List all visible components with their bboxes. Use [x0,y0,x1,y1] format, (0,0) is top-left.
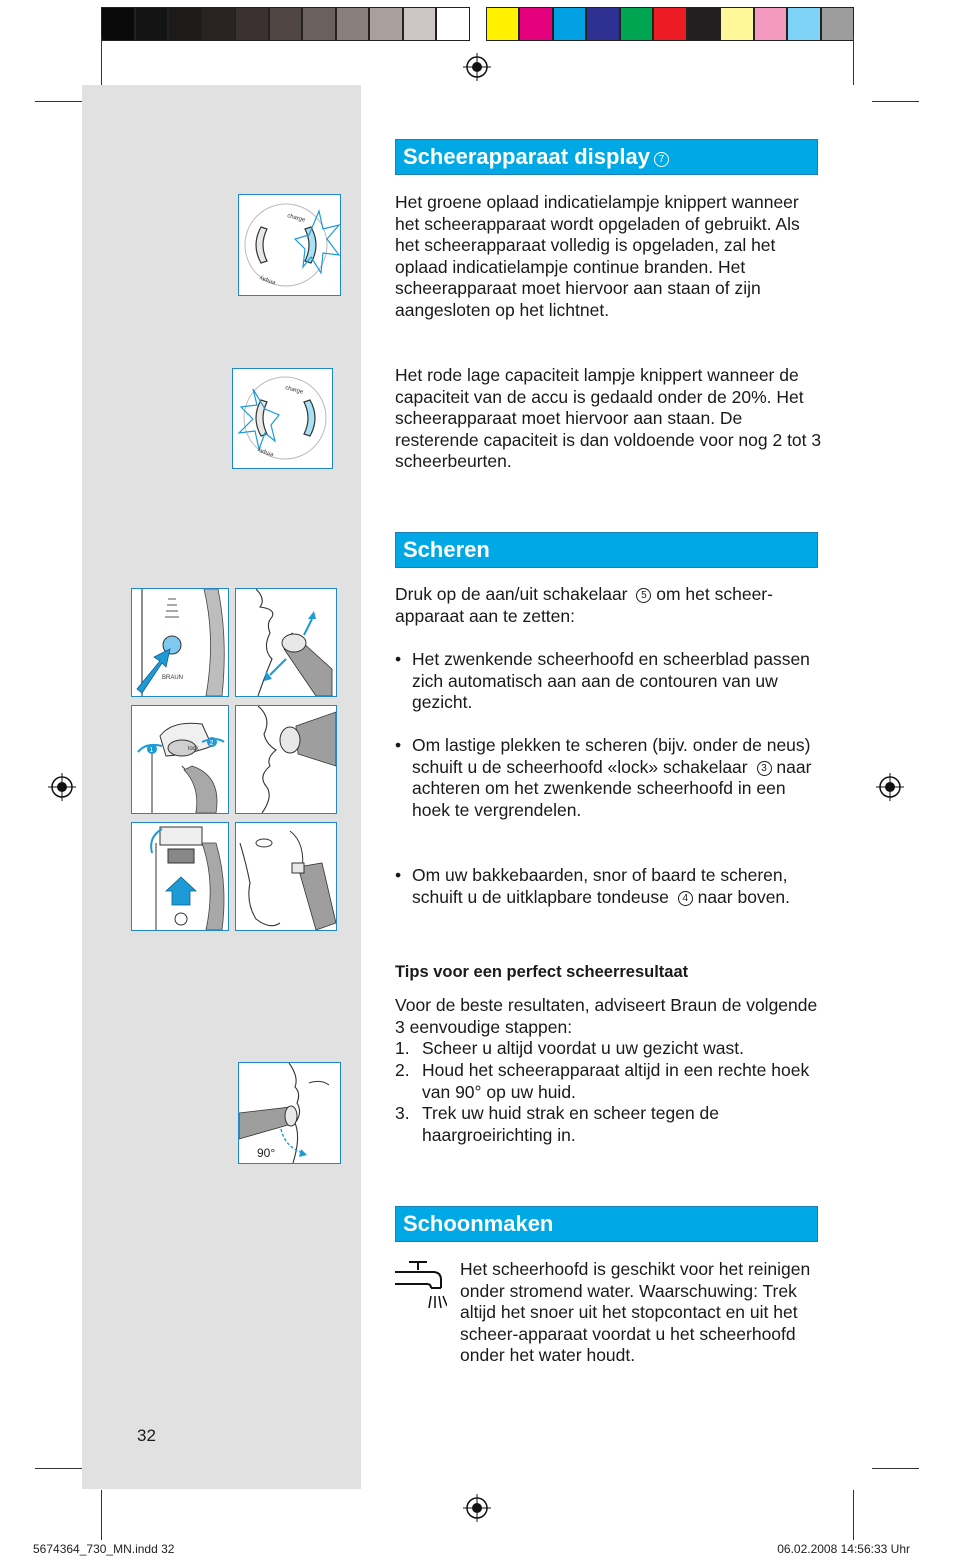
charge-display-illustration [238,194,341,296]
charge-label: charge [284,385,304,396]
gray-swatch [202,7,236,41]
display-paragraph-2: Het rode lage capaciteit lampje knippert wanneer de capaciteit van de accu is gedaald onder de 20%. Het scheerapparaat moet hiervoor aan staan. De resterende capaciteit is dan voldoende voor nog 2 tot 3 scheerbeurten. [395,365,822,472]
reference-number: 5 [636,588,651,603]
registration-mark-icon [463,53,491,81]
color-swatch [553,7,587,41]
shaving-section-title: Scheren [395,532,818,568]
gray-swatch [436,7,470,41]
reference-number: 3 [757,761,772,776]
registration-mark-icon [463,1494,491,1522]
step-1-label: 1 [149,747,154,754]
tip-step: 1. Scheer u altijd voordat u uw gezicht wast. [395,1038,744,1058]
power-button-illustration [131,588,229,697]
trimmer-illustration [131,822,229,931]
shaving-bullet-3: • Om uw bakkebaarden, snor of baard te scheren, schuift u de uitklapbare tondeuse 4 naar boven. [395,865,825,908]
footer-file-info: 5674364_730_MN.indd 32 [33,1542,175,1556]
display-paragraph-1: Het groene oplaad indicatielampje knippert wanneer het scheerapparaat wordt opgeladen of gebruikt. Als het scheerapparaat volledig is opgeladen, zal het oplaad indicatielampje continue branden. Het scheerapparaat moet hiervoor aan staan of zijn aangesloten op het lichtnet. [395,192,800,320]
color-swatch [653,7,687,41]
cleaning-section-title: Schoonmaken [395,1206,818,1242]
gray-swatch [168,7,202,41]
brand-logo: BRAUN [162,675,184,681]
footer-timestamp: 06.02.2008 14:56:33 Uhr [777,1542,910,1556]
color-swatch [687,7,721,41]
registration-mark-icon [48,773,76,801]
color-swatch [486,7,520,41]
charge-label: charge [286,213,306,224]
color-swatch [821,7,855,41]
registration-mark-icon [876,773,904,801]
color-swatch [586,7,620,41]
gray-swatch [135,7,169,41]
water-tap-icon [393,1258,447,1314]
display-section-title: Scheerapparaat display 7 [395,139,818,175]
color-swatch [754,7,788,41]
color-swatch [620,7,654,41]
reference-number: 7 [654,152,669,167]
cleaning-paragraph: Het scheerhoofd is geschikt voor het reinigen onder stromend water. Waarschuwing: Trek altijd het snoer uit het stopcontact en uit het scheer-apparaat voordat u het scheerhoofd onder het water houdt. [460,1259,811,1366]
angle-label: 90° [257,1146,276,1160]
gray-swatch [369,7,403,41]
shaving-under-nose-illustration [235,705,337,814]
sideburn-trimming-illustration [235,822,337,931]
color-swatch [787,7,821,41]
shaving-bullet-2: • Om lastige plekken te scheren (bijv. onder de neus) schuift u de scheerhoofd «lock» schakelaar 3 naar achteren om het zwenkende scheerhoofd in een hoek te vergrendelen. [395,735,825,821]
print-color-bar [101,7,854,41]
tips-heading: Tips voor een perfect scheerresultaat [395,963,689,981]
shaving-chin-illustration [235,588,337,697]
color-swatch [519,7,553,41]
tips-intro: Voor de beste resultaten, adviseert Braun de volgende 3 eenvoudige stappen: [395,995,818,1037]
step-2-label: 2 [209,740,214,747]
gray-swatch [101,7,135,41]
tip-step: 3. Trek uw huid strak en scheer tegen de haargroeirichting in. [395,1103,720,1145]
empty-label: empty [257,446,275,458]
gray-swatch [403,7,437,41]
gray-swatches [101,7,470,41]
low-capacity-display-illustration [232,368,333,469]
page-number: 32 [137,1426,156,1445]
gray-swatch [336,7,370,41]
gray-swatch [235,7,269,41]
ninety-degree-angle-illustration [238,1062,341,1164]
color-swatch [720,7,754,41]
empty-label: empty [259,274,277,286]
tip-step: 2. Houd het scheerapparaat altijd in een rechte hoek van 90° op uw huid. [395,1060,810,1102]
shaving-bullet-1: • Het zwenkende scheerhoofd en scheerblad passen zich automatisch aan aan de contouren van uw gezicht. [395,649,825,714]
reference-number: 4 [678,891,693,906]
lock-switch-illustration [131,705,229,814]
color-swatches [486,7,855,41]
shaving-intro: Druk op de aan/uit schakelaar 5 om het scheer-apparaat aan te zetten: [395,584,773,626]
gray-swatch [302,7,336,41]
lock-label: lock [188,746,199,752]
gray-swatch [269,7,303,41]
